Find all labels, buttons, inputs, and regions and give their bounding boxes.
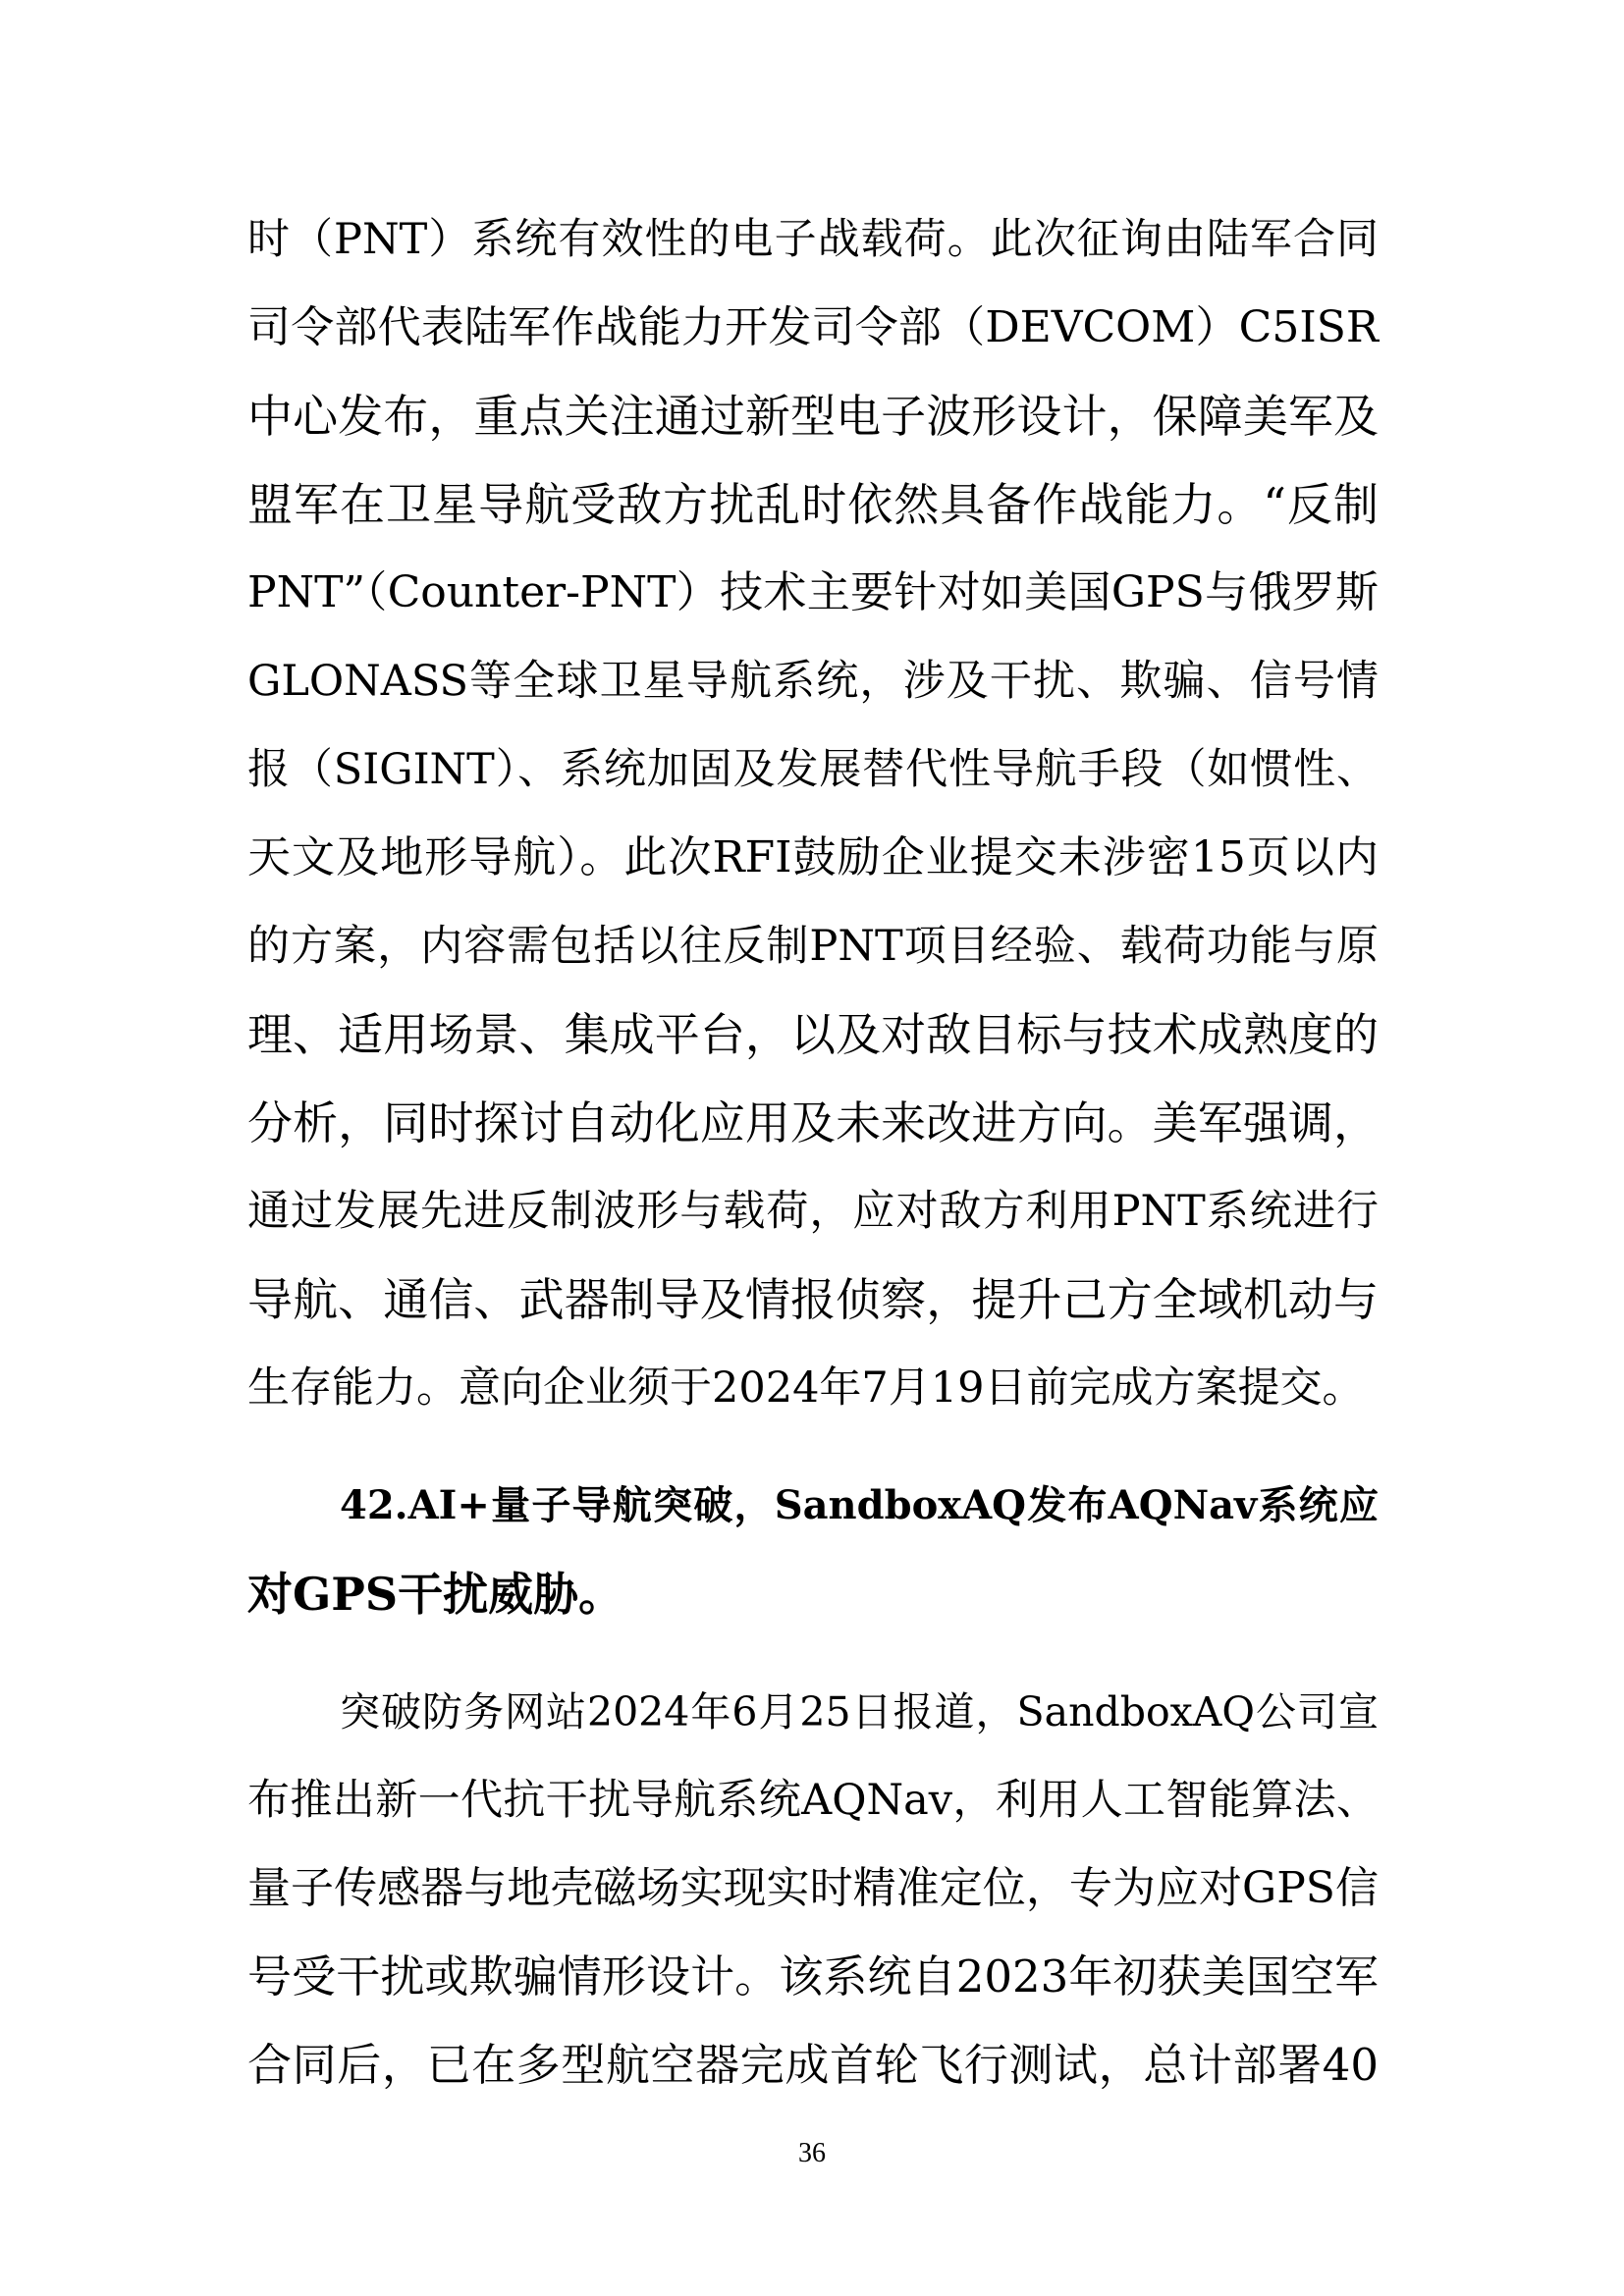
paragraph-line: 量子传感器与地壳磁场实现实时精准定位，专为应对GPS信 [247,1863,1379,1913]
paragraph-line: 布推出新一代抗干扰导航系统AQNav，利用人工智能算法、 [247,1776,1379,1825]
page-number: 36 [798,2138,826,2168]
paragraph-line: 突破防务网站2024年6月25日报道，SandboxAQ公司宣 [340,1688,1379,1735]
paragraph-line: 通过发展先进反制波形与载荷，应对敌方利用PNT系统进行 [247,1187,1379,1236]
paragraph-line: PNT”（Counter-PNT）技术主要针对如美国GPS与俄罗斯 [247,567,1379,617]
paragraph-line: 的方案，内容需包括以往反制PNT项目经验、载荷功能与原 [247,922,1379,971]
paragraph-line: 导航、通信、武器制导及情报侦察，提升己方全域机动与 [247,1273,1379,1326]
paragraph-line: 合同后，已在多型航空器完成首轮飞行测试，总计部署40 [247,2039,1379,2091]
paragraph-line: 报（SIGINT）、系统加固及发展替代性导航手段（如惯性、 [247,745,1379,794]
paragraph-line: 分析，同时探讨自动化应用及未来改进方向。美军强调， [247,1096,1379,1149]
paragraph-line: 理、适用场景、集成平台，以及对敌目标与技术成熟度的 [247,1008,1379,1061]
paragraph-line: 司令部代表陆军作战能力开发司令部（DEVCOM）C5ISR [247,302,1379,352]
section-heading-line: 对GPS干扰威胁。 [247,1568,624,1621]
paragraph-line: 天文及地形导航）。此次RFI鼓励企业提交未涉密15页以内 [247,832,1379,882]
paragraph-line: 号受干扰或欺骗情形设计。该系统自2023年初获美国空军 [247,1950,1379,2002]
section-heading-line: 42.AI+量子导航突破，SandboxAQ发布AQNav系统应 [340,1482,1379,1528]
paragraph-line: 生存能力。意向企业须于2024年7月19日前完成方案提交。 [247,1363,1365,1413]
paragraph-line: 盟军在卫星导航受敌方扰乱时依然具备作战能力。“反制 [247,478,1379,531]
paragraph-line: 时（PNT）系统有效性的电子战载荷。此次征询由陆军合同 [247,215,1379,264]
paragraph-line: 中心发布，重点关注通过新型电子波形设计，保障美军及 [247,390,1379,443]
paragraph-line: GLONASS等全球卫星导航系统，涉及干扰、欺骗、信号情 [247,657,1379,706]
